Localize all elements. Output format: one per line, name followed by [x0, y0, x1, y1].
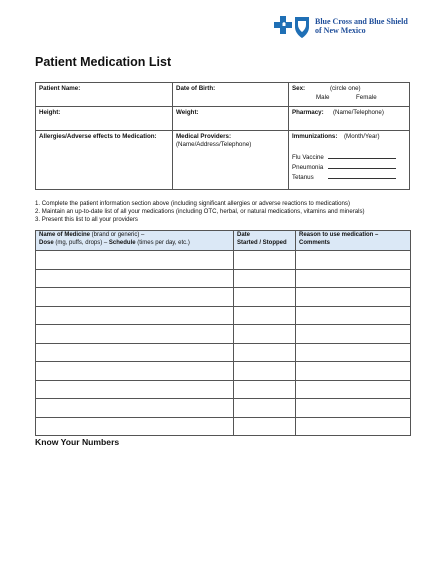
sex-male-option[interactable]: Male [316, 94, 330, 101]
tetanus-label: Tetanus [292, 174, 314, 181]
pneumonia-row[interactable] [292, 163, 404, 172]
flu-line[interactable] [328, 153, 396, 159]
header-date [234, 231, 296, 251]
providers-cell[interactable] [173, 131, 289, 190]
cross-shield-icon [273, 15, 313, 41]
medicine-cell[interactable] [36, 325, 234, 344]
pharmacy-label: Pharmacy: [292, 109, 324, 116]
patient-name-label: Patient Name: [39, 85, 81, 92]
header-medicine-brand: (brand or generic) – [90, 232, 145, 238]
bcbs-logo [273, 15, 433, 45]
table-row [36, 325, 411, 344]
header-dose-units: (mg, puffs, drops) – [53, 239, 109, 246]
pharmacy-hint: (Name/Telephone) [333, 109, 384, 116]
know-your-numbers-heading: Know Your Numbers [35, 437, 120, 447]
date-cell[interactable] [234, 251, 296, 270]
patient-info-grid [35, 82, 410, 190]
sex-cell[interactable] [289, 83, 410, 107]
medicine-cell[interactable] [36, 251, 234, 270]
flu-label: Flu Vaccine [292, 154, 324, 161]
pneumonia-line[interactable] [328, 163, 396, 169]
date-cell[interactable] [234, 306, 296, 325]
medication-table-body [36, 251, 411, 436]
table-row [36, 269, 411, 288]
reason-cell[interactable] [296, 399, 411, 418]
reason-cell[interactable] [296, 288, 411, 307]
pharmacy-cell[interactable] [289, 107, 410, 131]
instruction-1: 1. Complete the patient information section above (including significant allergies or adverse reactions to medications) [35, 200, 351, 207]
reason-cell[interactable] [296, 417, 411, 436]
pneumonia-label: Pneumonia [292, 164, 324, 171]
table-row [36, 417, 411, 436]
weight-cell[interactable] [173, 107, 289, 131]
instruction-3: 3. Present this list to all your providers [35, 216, 138, 223]
header-medicine-name: Name of Medicine [39, 232, 91, 238]
medicine-cell[interactable] [36, 380, 234, 399]
patient-name-cell[interactable] [36, 83, 173, 107]
date-cell[interactable] [234, 362, 296, 381]
reason-cell[interactable] [296, 251, 411, 270]
reason-cell[interactable] [296, 325, 411, 344]
header-date-l2: Started / Stopped [237, 239, 287, 246]
table-row [36, 343, 411, 362]
flu-row[interactable] [292, 153, 404, 162]
medication-table-header [36, 231, 411, 251]
header-schedule-hint: (times per day, etc.) [135, 239, 190, 246]
weight-label: Weight: [176, 109, 199, 116]
table-row [36, 288, 411, 307]
dob-label: Date of Birth: [176, 85, 216, 92]
medicine-cell[interactable] [36, 269, 234, 288]
medicine-cell[interactable] [36, 343, 234, 362]
sex-hint: (circle one) [330, 85, 361, 92]
header-date-l1: Date [237, 232, 251, 238]
tetanus-line[interactable] [328, 173, 396, 179]
instruction-2: 2. Maintain an up-to-date list of all your medications (including OTC, herbal, or natural medications, vitamins and minerals) [35, 208, 365, 215]
table-row [36, 380, 411, 399]
date-cell[interactable] [234, 399, 296, 418]
reason-cell[interactable] [296, 306, 411, 325]
immunizations-cell [289, 131, 410, 190]
medicine-cell[interactable] [36, 362, 234, 381]
date-cell[interactable] [234, 380, 296, 399]
height-label: Height: [39, 109, 61, 116]
allergies-cell[interactable] [36, 131, 173, 190]
medicine-cell[interactable] [36, 288, 234, 307]
tetanus-row[interactable] [292, 173, 404, 182]
sex-female-option[interactable]: Female [356, 94, 377, 101]
table-row [36, 306, 411, 325]
date-cell[interactable] [234, 417, 296, 436]
date-cell[interactable] [234, 269, 296, 288]
reason-cell[interactable] [296, 362, 411, 381]
height-cell[interactable] [36, 107, 173, 131]
providers-label: Medical Providers: [176, 133, 232, 140]
table-row [36, 251, 411, 270]
providers-hint: (Name/Address/Telephone) [176, 141, 252, 148]
dob-cell[interactable] [173, 83, 289, 107]
medication-table [35, 230, 411, 436]
medicine-cell[interactable] [36, 306, 234, 325]
page-title: Patient Medication List [35, 55, 172, 69]
reason-cell[interactable] [296, 269, 411, 288]
header-dose: Dose [39, 239, 54, 246]
header-schedule: Schedule [108, 239, 136, 246]
sex-label: Sex: [292, 85, 306, 92]
immunizations-label: Immunizations: [292, 133, 338, 140]
reason-cell[interactable] [296, 380, 411, 399]
immunizations-hint: (Month/Year) [344, 133, 380, 140]
allergies-label: Allergies/Adverse effects to Medication: [39, 133, 157, 140]
header-reason-l2: Comments [299, 239, 331, 246]
medicine-cell[interactable] [36, 399, 234, 418]
table-row [36, 362, 411, 381]
date-cell[interactable] [234, 343, 296, 362]
instructions-list [35, 200, 415, 224]
table-row [36, 399, 411, 418]
logo-line-2: of New Mexico [315, 26, 366, 35]
medicine-cell[interactable] [36, 417, 234, 436]
header-reason [296, 231, 411, 251]
header-medicine [36, 231, 234, 251]
header-reason-l1: Reason to use medication – [299, 232, 379, 238]
date-cell[interactable] [234, 288, 296, 307]
reason-cell[interactable] [296, 343, 411, 362]
logo-line-1: Blue Cross and Blue Shield [315, 17, 408, 26]
date-cell[interactable] [234, 325, 296, 344]
